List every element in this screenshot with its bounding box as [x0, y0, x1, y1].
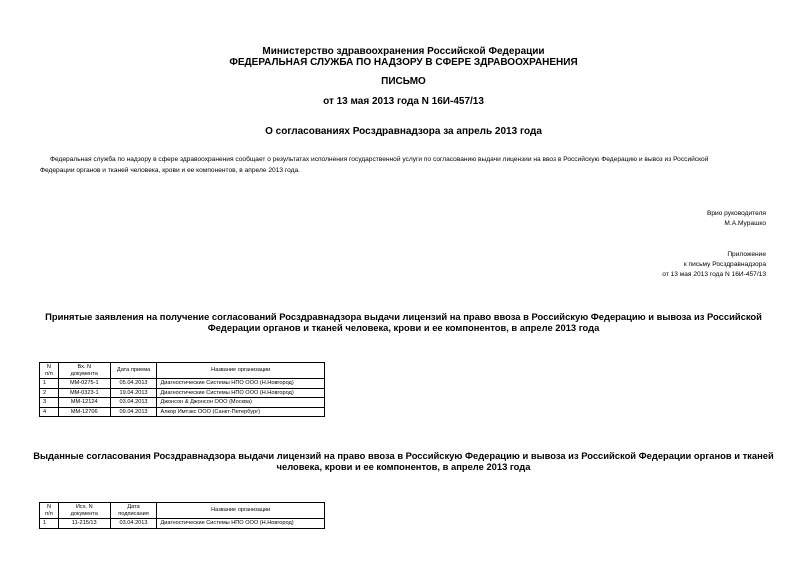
- column-header-outgoing-number: Исх. N документа: [58, 503, 110, 519]
- row-date: 03.04.2013: [110, 398, 157, 408]
- body-paragraph-line2: Федерации органов и тканей человека, крови и ее компонентов, в апреле 2013 года.: [40, 167, 300, 174]
- document-subject: О согласованиях Росздравнадзора за апрель 2013 года: [265, 126, 542, 137]
- row-organization: Джонсон & Джонсон ООО (Москва): [157, 398, 325, 408]
- column-header-date: Дата приема: [110, 363, 157, 379]
- row-document: ММ-12706: [58, 407, 110, 417]
- row-document: 11-215/13: [58, 519, 110, 529]
- body-paragraph-line1: Федеральная служба по надзору в сфере здравоохранения сообщает о результатах исполнения государственной услуги по согласованию выдачи лицензии на ввоз в Российскую Федерацию и вывоз из Российской: [50, 156, 709, 163]
- table-row: [40, 407, 325, 417]
- section1-title-line1: Принятые заявления на получение согласований Росздравнадзора выдачи лицензий на право ввоза в Российскую Федерацию и вывоза из Российской: [45, 311, 762, 322]
- column-header-organization: Название организации: [157, 363, 325, 379]
- table-row: [40, 379, 325, 389]
- signature-position: Врио руководителя: [706, 210, 766, 217]
- appendix-reference: к письму Росздравнадзора: [683, 261, 766, 268]
- row-date: 19.04.2013: [110, 388, 157, 398]
- section2-title-line2: человека, крови и ее компонентов, в апреле 2013 года: [276, 461, 531, 472]
- table-row: [40, 388, 325, 398]
- issued-approvals-table: [39, 502, 325, 529]
- table-row: [40, 398, 325, 408]
- row-organization: Диагностические Системы НПО ООО (Н.Новгород): [157, 379, 325, 389]
- row-number: 2: [40, 388, 59, 398]
- row-number: 1: [40, 379, 59, 389]
- column-header-incoming-number: Вх. N документа: [58, 363, 110, 379]
- row-organization: Диагностические Системы НПО ООО (Н.Новгород): [157, 519, 325, 529]
- row-document: ММ-0275-1: [58, 379, 110, 389]
- row-organization: Алкор Имтэкс ООО (Санкт-Петербург): [157, 407, 325, 417]
- row-document: ММ-0323-1: [58, 388, 110, 398]
- appendix-date-number: от 13 мая 2013 года N 16И-457/13: [662, 271, 766, 278]
- document-type: ПИСЬМО: [381, 76, 426, 87]
- ministry-name: Министерство здравоохранения Российской Федерации: [262, 46, 545, 57]
- column-header-number: N п/п: [40, 503, 59, 519]
- table-header-row: [40, 503, 325, 519]
- received-applications-table: [39, 362, 325, 417]
- row-number: 4: [40, 407, 59, 417]
- signature-name: М.А.Мурашко: [724, 220, 766, 227]
- section1-title-line2: Федерации органов и тканей человека, крови и ее компонентов, в апреле 2013 года: [207, 322, 600, 333]
- appendix-label: Приложение: [727, 251, 766, 258]
- row-document: ММ-12124: [58, 398, 110, 408]
- column-header-organization: Название организации: [157, 503, 325, 519]
- service-name: ФЕДЕРАЛЬНАЯ СЛУЖБА ПО НАДЗОРУ В СФЕРЕ ЗДРАВООХРАНЕНИЯ: [229, 57, 578, 68]
- row-date: 05.04.2013: [110, 379, 157, 389]
- table-row: [40, 519, 325, 529]
- row-date: 03.04.2013: [110, 519, 157, 529]
- row-number: 3: [40, 398, 59, 408]
- table-header-row: [40, 363, 325, 379]
- section2-title-line1: Выданные согласования Росздравнадзора выдачи лицензий на право ввоза в Российскую Федерацию и вывоза из Российской Федерации органов и тканей: [33, 450, 774, 461]
- column-header-signing-date: Дата подписания: [110, 503, 157, 519]
- column-header-number: N п/п: [40, 363, 59, 379]
- row-number: 1: [40, 519, 59, 529]
- document-date-number: от 13 мая 2013 года N 16И-457/13: [323, 96, 484, 107]
- row-organization: Диагностические Системы НПО ООО (Н.Новгород): [157, 388, 325, 398]
- row-date: 09.04.2013: [110, 407, 157, 417]
